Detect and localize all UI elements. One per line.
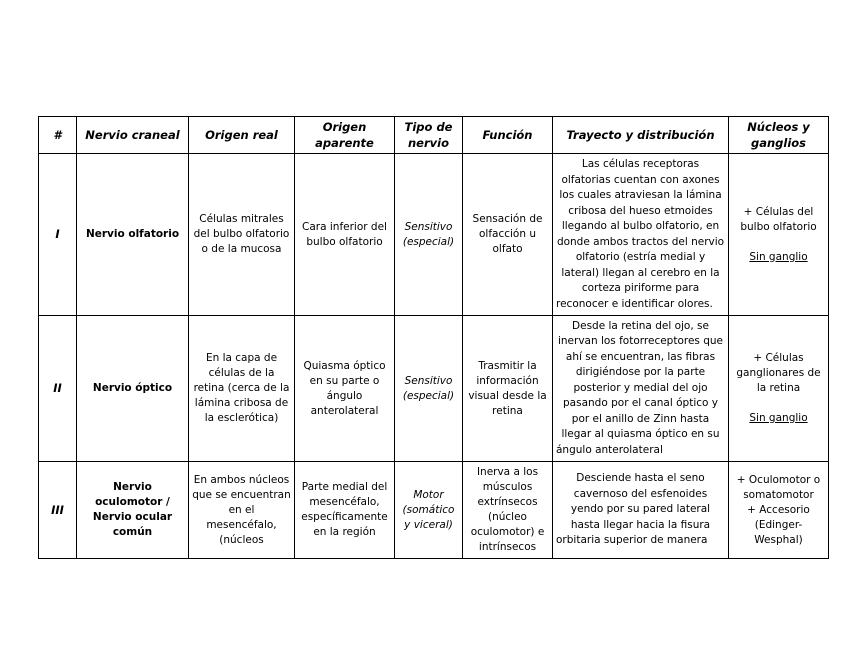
row-origen-real: En ambos núcleos que se encuentran en el mesencéfalo, (núcleos [189,462,295,559]
header-funcion: Función [463,117,553,154]
header-trayecto: Trayecto y distribución [553,117,729,154]
header-nucleos: Núcleos y ganglios [729,117,829,154]
table-row [39,316,829,462]
row-nucleos-text: + Células del bulbo olfatorio [740,205,817,233]
row-nucleos [729,462,829,559]
row-num: II [39,316,77,462]
row-nucleos [729,316,829,462]
row-trayecto: Las células receptoras olfatorias cuentan con axones los cuales atraviesan la lámina cribosa del hueso etmoides llegando al bulbo olfatorio, en donde ambos tractos del nervio olfatorio (estría medial y lateral) llegan al cerebro en la corteza piriforme para reconocer e identificar olores. [553,154,729,316]
row-nucleos-text: + Oculomotor o somatomotor [736,473,821,501]
table-row [39,462,829,559]
row-num: I [39,154,77,316]
header-origen-real: Origen real [189,117,295,154]
row-funcion: Sensación de olfacción u olfato [463,154,553,316]
row-nucleos-text-2: + Accesorio (Edinger-Wesphal) [747,503,810,546]
row-tipo: Sensitivo (especial) [395,316,463,462]
table-row [39,154,829,316]
spacer [732,396,825,411]
row-tipo: Motor (somático y viceral) [395,462,463,559]
row-trayecto: Desde la retina del ojo, se inervan los fotorreceptores que ahí se encuentran, las fibras dirigiéndose por la parte posterior y medial del ojo pasando por el canal óptico y por el anillo de Zinn hasta llegar al quiasma óptico en su ángulo anterolateral [553,316,729,462]
row-funcion: Trasmitir la información visual desde la retina [463,316,553,462]
row-origen-real: Células mitrales del bulbo olfatorio o de la mucosa [189,154,295,316]
header-num: # [39,117,77,154]
header-nervio: Nervio craneal [77,117,189,154]
row-origen-aparente: Cara inferior del bulbo olfatorio [295,154,395,316]
row-nervio: Nervio oculomotor / Nervio ocular común [77,462,189,559]
header-origen-aparente: Origen aparente [295,117,395,154]
row-nervio: Nervio óptico [77,316,189,462]
spacer [732,235,825,250]
row-nervio: Nervio olfatorio [77,154,189,316]
row-tipo: Sensitivo (especial) [395,154,463,316]
row-origen-aparente: Quiasma óptico en su parte o ángulo anterolateral [295,316,395,462]
row-funcion: Inerva a los músculos extrínsecos (núcleo oculomotor) e intrínsecos [463,462,553,559]
header-tipo: Tipo de nervio [395,117,463,154]
row-nucleos-text: + Células ganglionares de la retina [736,352,821,394]
row-trayecto: Desciende hasta el seno cavernoso del esfenoides yendo por su pared lateral hasta llegar hacia la fisura orbitaria superior de manera [553,462,729,559]
row-ganglio: Sin ganglio [749,412,808,424]
row-origen-real: En la capa de células de la retina (cerca de la lámina cribosa de la esclerótica) [189,316,295,462]
row-nucleos [729,154,829,316]
cranial-nerves-table [38,116,829,559]
header-row [39,117,829,154]
row-num: III [39,462,77,559]
row-origen-aparente: Parte medial del mesencéfalo, específicamente en la región [295,462,395,559]
row-ganglio: Sin ganglio [749,250,808,263]
